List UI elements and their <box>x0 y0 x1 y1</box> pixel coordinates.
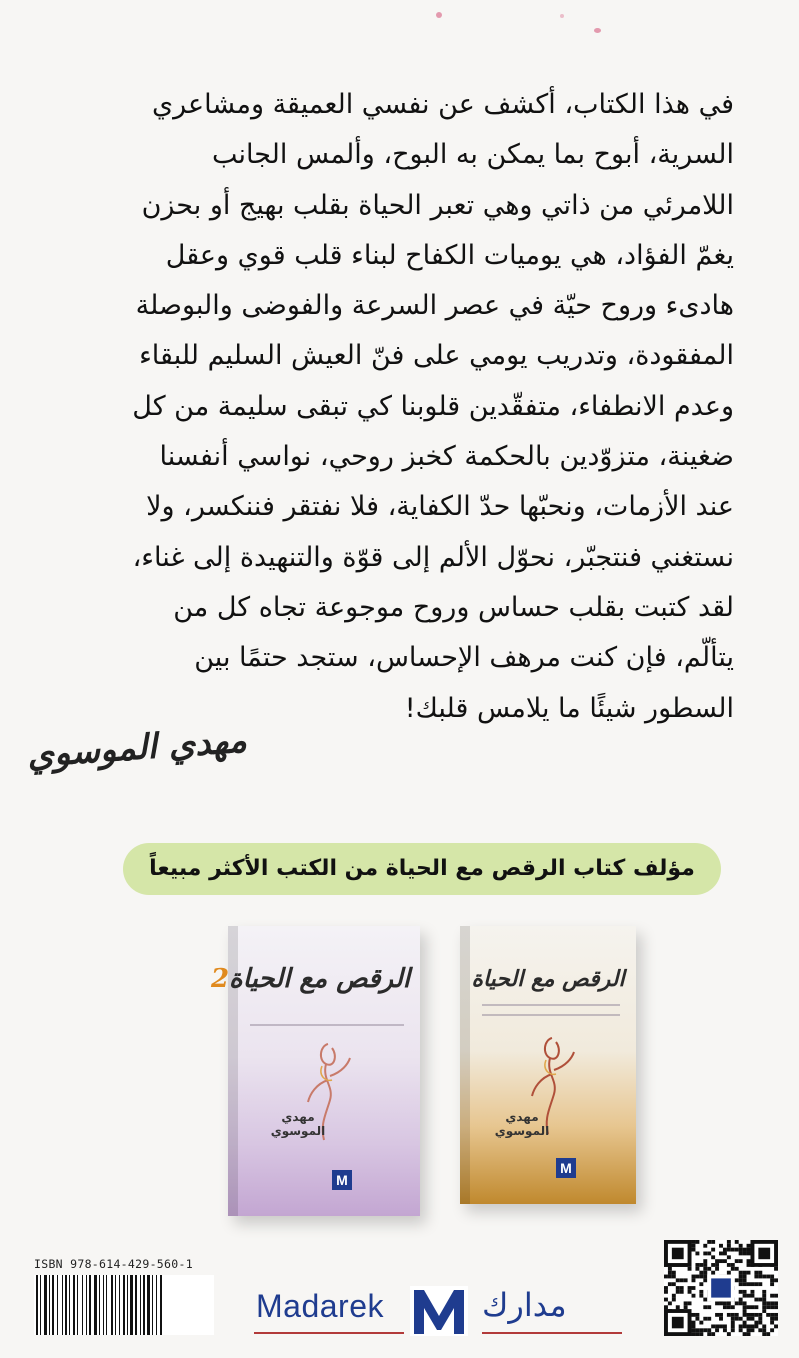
book-subtitle-line <box>250 1024 404 1026</box>
publisher-rule <box>254 1332 404 1334</box>
publisher-rule <box>482 1332 622 1334</box>
publisher-name-latin: Madarek <box>256 1288 384 1324</box>
book-spine <box>460 926 470 1204</box>
qr-code <box>664 1240 778 1336</box>
decor-dot <box>436 12 442 18</box>
blurb-line: لقد كتبت بقلب حساس وروح موجوعة تجاه كل من <box>173 591 734 623</box>
publisher-m-icon <box>410 1286 468 1336</box>
book-title-text: الرقص مع الحياة <box>229 964 410 994</box>
publisher-logo <box>250 1286 630 1336</box>
blurb-line: هادىء وروح حيّة في عصر السرعة والفوضى والبوصلة <box>135 290 734 322</box>
publisher-name-arabic: مدارك <box>482 1286 567 1324</box>
book-title: الرقص مع الحياة <box>471 966 625 992</box>
book-subtitle-line <box>482 1004 620 1006</box>
blurb-line: اللامرئي من ذاتي وهي تعبر الحياة بقلب بهيج أو بحزن <box>141 189 734 221</box>
book-author: مهدي الموسوي <box>494 1110 550 1138</box>
book-title <box>210 964 410 994</box>
blurb-line: يغمّ الفؤاد، هي يوميات الكفاح لبناء قلب قوي وعقل <box>165 239 734 271</box>
book-subtitle-line <box>482 1014 620 1016</box>
blurb-line: ضغينة، متزوّدين بالحكمة كخبز روحي، نواسي أنفسنا <box>159 441 734 473</box>
book-cover-volume-2 <box>210 926 420 1216</box>
publisher-logo-small: M <box>332 1170 352 1190</box>
blurb-line: وعدم الانطفاء، متفقّدين قلوبنا كي تبقى سليمة من كل <box>132 390 734 422</box>
author-signature: مهدي الموسوي <box>25 720 249 776</box>
volume-number: 2 <box>210 964 230 994</box>
blurb-line: عند الأزمات، ونحبّها حدّ الكفاية، فلا نفتقر فننكسر، ولا <box>146 491 734 523</box>
book-cover-volume-1 <box>460 926 636 1204</box>
blurb-line: السطور شيئًا ما يلامس قلبك! <box>404 692 734 724</box>
isbn-number: ISBN 978-614-429-560-1 <box>34 1257 193 1271</box>
bestseller-banner: مؤلف كتاب الرقص مع الحياة من الكتب الأكثر مبيعاً <box>123 843 721 895</box>
blurb-line: في هذا الكتاب، أكشف عن نفسي العميقة ومشاعري <box>152 89 734 120</box>
blurb-text <box>52 80 734 734</box>
qr-code-graphic <box>664 1240 778 1336</box>
blurb-line: السرية، أبوح بما يمكن به البوح، وألمس الجانب <box>212 139 734 171</box>
blurb-line: نستغني فنتجبّر، نحوّل الألم إلى قوّة والتنهيدة إلى غناء، <box>132 541 734 573</box>
book-author: مهدي الموسوي <box>270 1110 326 1138</box>
blurb-line: المفقودة، وتدريب يومي على فنّ العيش السليم للبقاء <box>139 340 734 372</box>
decor-dot <box>560 14 564 18</box>
blurb-line: يتألّم، فإن كنت مرهف الإحساس، ستجد حتمًا بين <box>194 642 734 674</box>
decor-dot <box>594 28 601 33</box>
publisher-logo-small: M <box>556 1158 576 1178</box>
barcode <box>34 1275 214 1335</box>
